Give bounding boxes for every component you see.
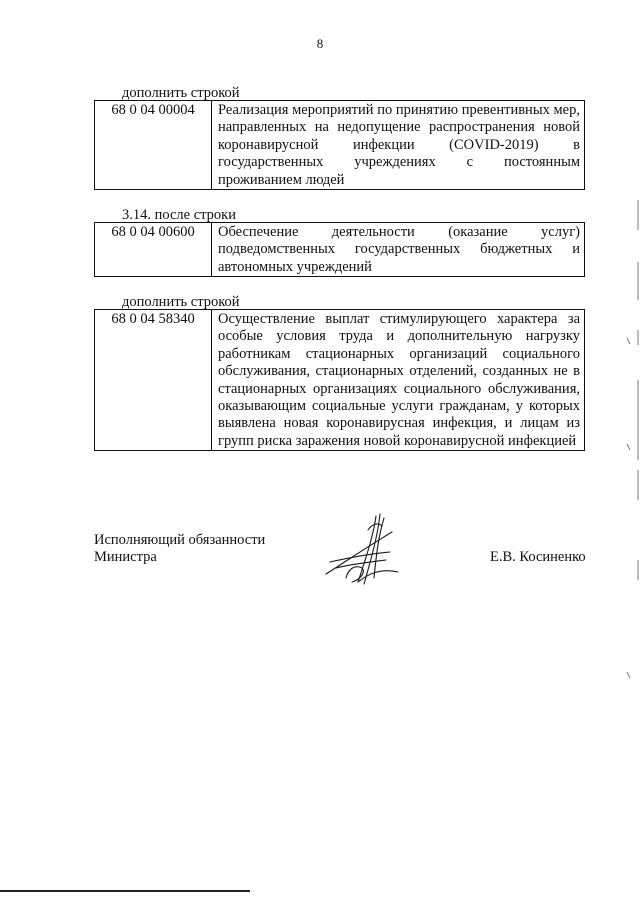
table-row (95, 223, 585, 277)
signatory-title (94, 532, 265, 566)
budget-code-cell: 68 0 04 00600 (95, 223, 212, 277)
signatory-title-line-1: Исполняющий обязанности (94, 532, 266, 548)
section-3-label: дополнить строкой (122, 294, 240, 310)
section-2-table (94, 222, 585, 277)
section-1-table (94, 100, 585, 190)
table-row (95, 101, 585, 190)
footer-rule (0, 890, 250, 892)
budget-code-cell: 68 0 04 00004 (95, 101, 212, 190)
signatory-title-line-2: Министра (94, 549, 157, 565)
signatory-name: Е.В. Косиненко (490, 549, 586, 565)
description-cell: Реализация мероприятий по принятию превентивных мер, направленных на недопущение распространения новой коронавирусной инфекции (COVID-2019) в государственных учреждениях с постоянным проживанием людей (212, 101, 585, 190)
section-3-table (94, 309, 585, 451)
scan-margin-marks (626, 0, 640, 905)
handwritten-signature (318, 512, 408, 590)
section-2-label: 3.14. после строки (122, 207, 236, 223)
description-cell: Обеспечение деятельности (оказание услуг) подведомственных государственных бюджетных и автономных учреждений (212, 223, 585, 277)
section-1-label: дополнить строкой (122, 85, 240, 101)
table-row (95, 310, 585, 451)
budget-code-cell: 68 0 04 58340 (95, 310, 212, 451)
description-cell: Осуществление выплат стимулирующего характера за особые условия труда и дополнительную нагрузку работникам стационарных организаций социального обслуживания, стационарных отделений, созданных не в стационарных организациях социального обслуживания, оказывающим социальные услуги гражданам, у которых выявлена новая коронавирусная инфекция, и лицам из групп риска заражения новой коронавирусной инфекцией (212, 310, 585, 451)
page-number: 8 (316, 36, 324, 51)
